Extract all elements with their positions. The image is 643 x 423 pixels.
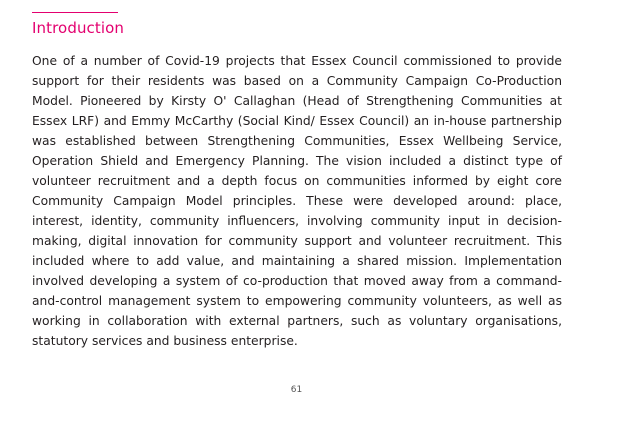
page-number: 61: [290, 385, 303, 395]
section-heading: Introduction: [32, 19, 125, 37]
body-paragraph: One of a number of Covid-19 projects that Essex Council commissioned to provide support for their residents was based on a Community Campaign Co-Production Model. Pioneered by Kirsty O' Callaghan (Head of Strengthening Communities at Essex LRF) and Emmy McCarthy (Social Kind/ Essex Council) an in-house partnership was established between Strengthening Communities, Essex Wellbeing Service, Operation Shield and Emergency Planning. The vision included a distinct type of volunteer recruitment and a depth focus on communities informed by eight core Community Campaign Model principles. These were developed around: place, interest, identity, community influencers, involving community input in decision-making, digital innovation for community support and volunteer recruitment. This included where to add value, and maintaining a shared mission. Implementation involved developing a system of co-production that moved away from a command-and-control management system to empowering community volunteers, as well as working in collaboration with external partners, such as voluntary organisations, statutory services and business enterprise.: [32, 54, 562, 348]
heading-rule: [32, 12, 118, 13]
